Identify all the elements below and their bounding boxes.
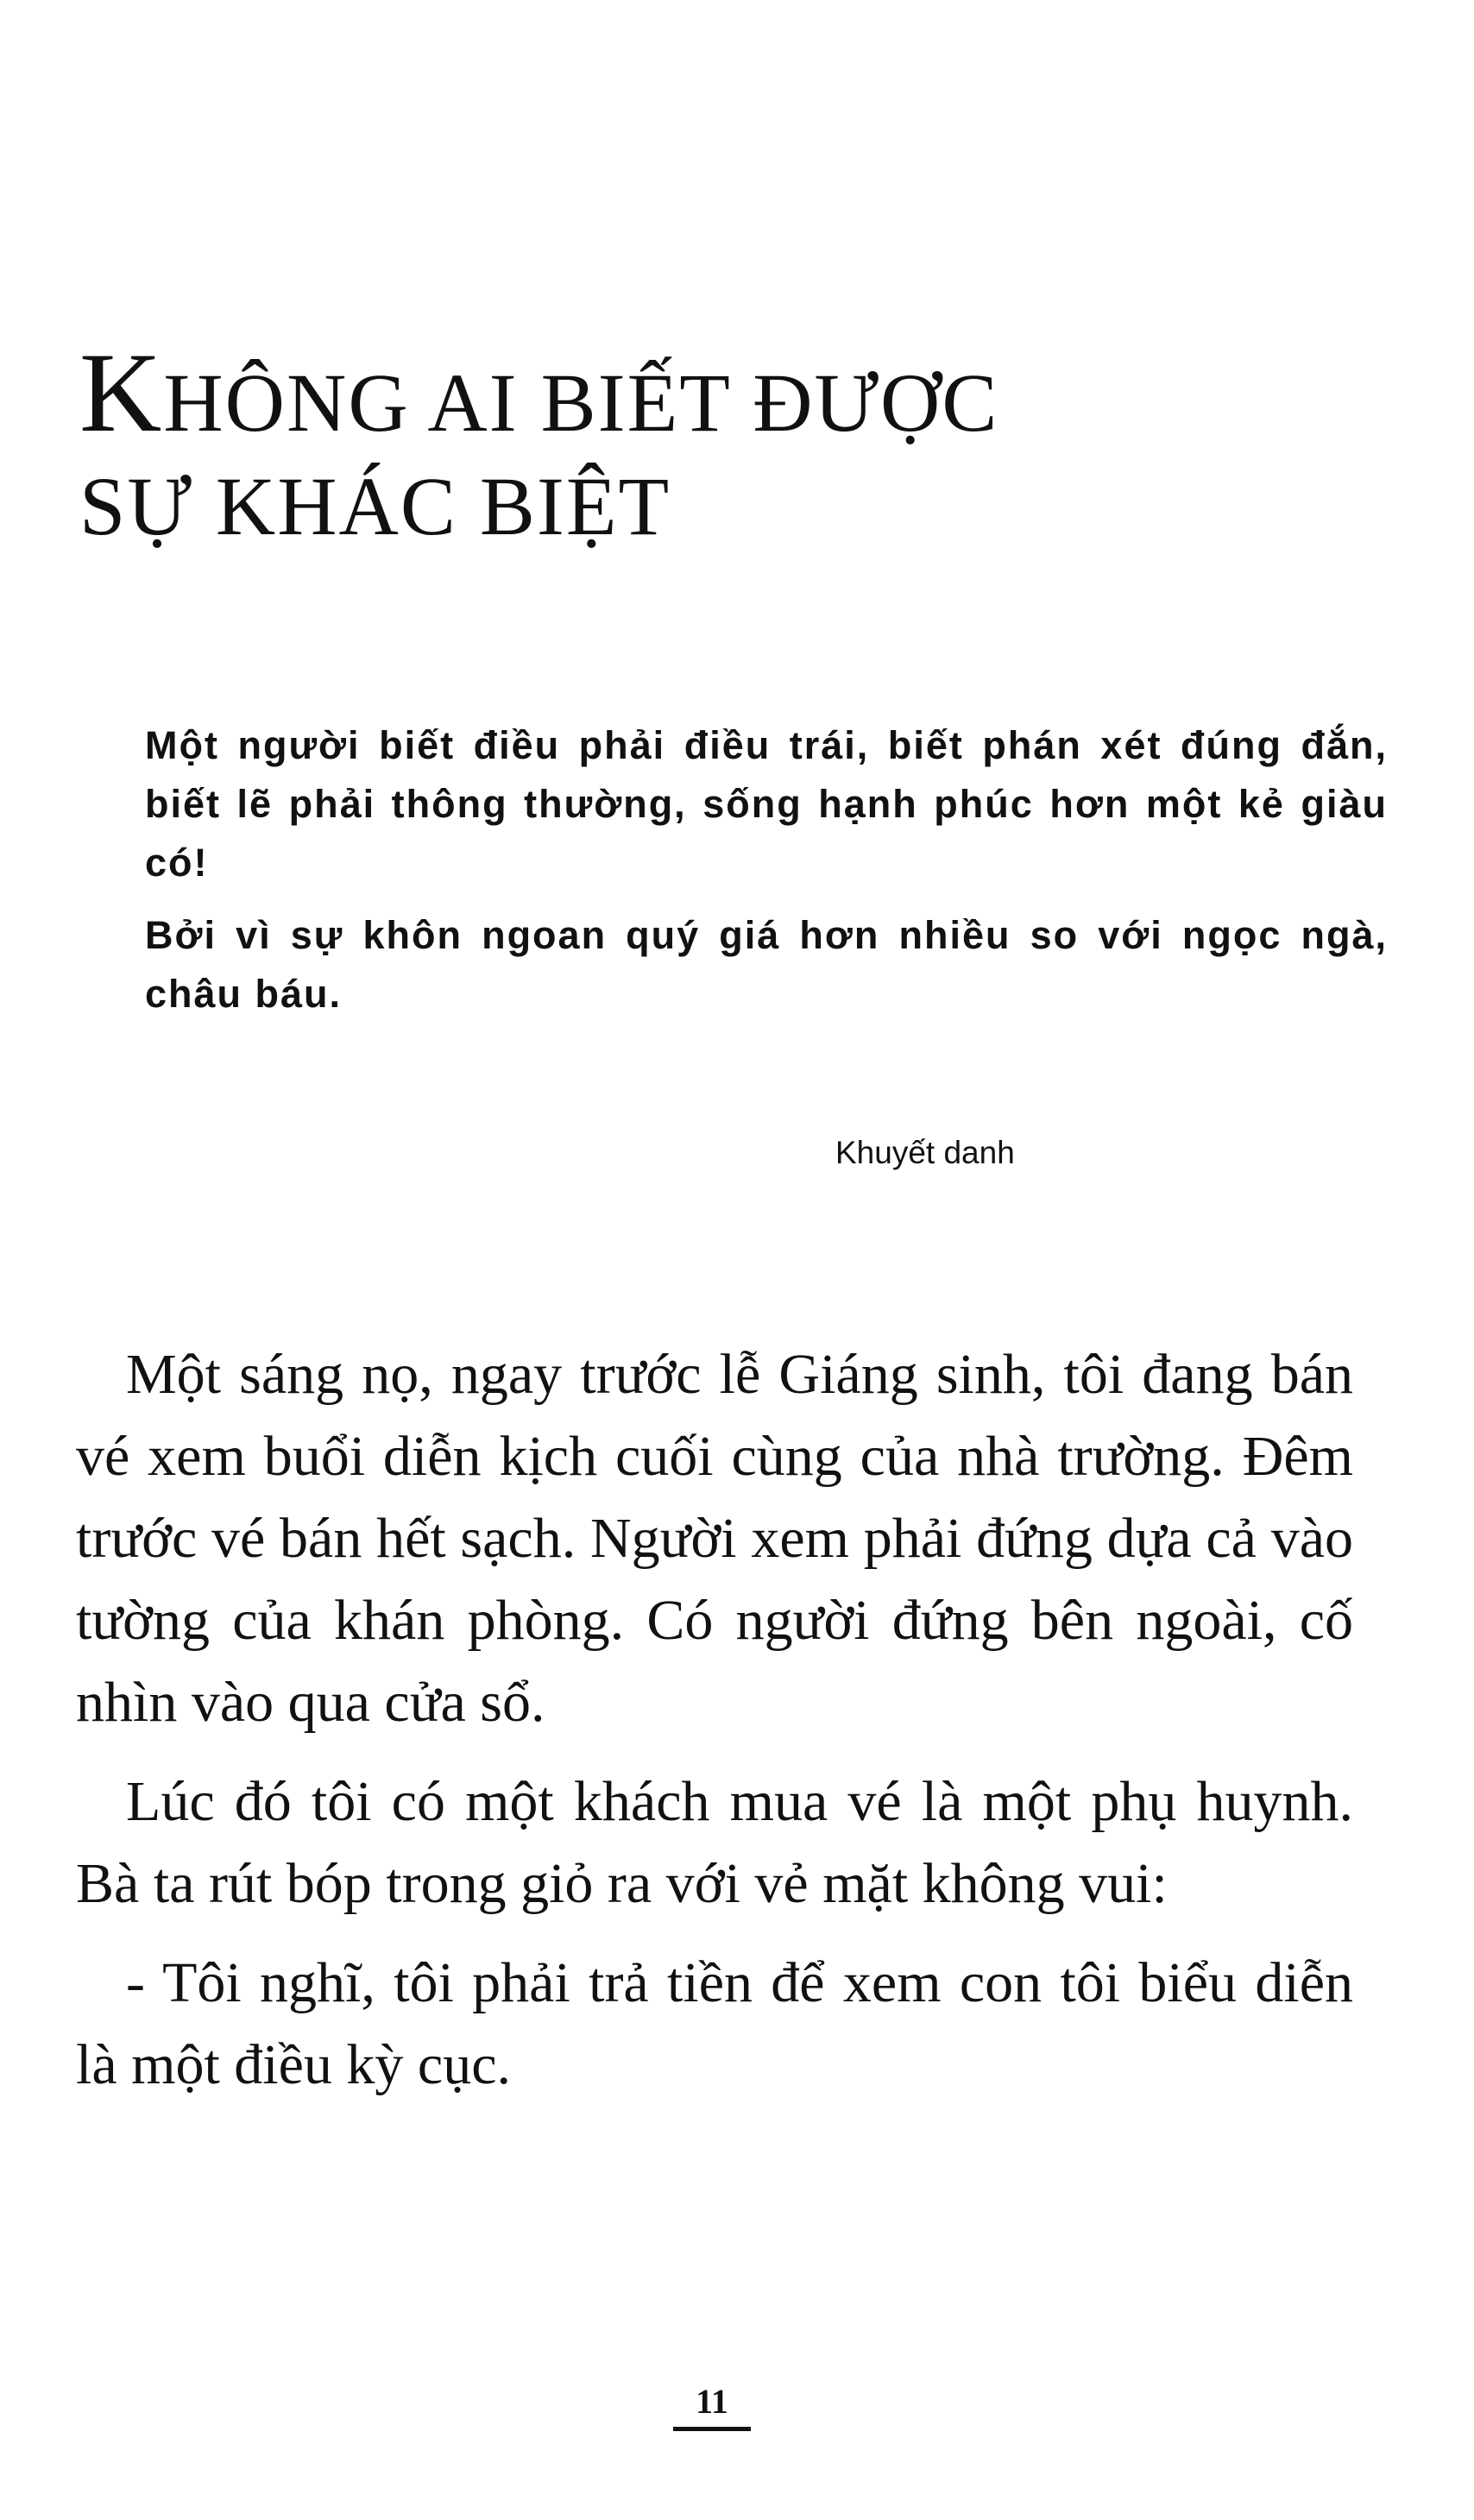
body-paragraph: Một sáng nọ, ngay trước lễ Giáng sinh, tôi đang bán vé xem buổi diễn kịch cuối cùng của nhà trường. Đêm trước vé bán hết sạch. Người xem phải đứng dựa cả vào tường của khán phòng. Có người đứng bên ngoài, cố nhìn vào qua cửa sổ.: [76, 1343, 1353, 1734]
chapter-title-line-1-rest: HÔNG AI BIẾT ĐƯỢC: [163, 356, 999, 449]
chapter-title-line-1: [79, 329, 1374, 456]
body-text: [76, 1333, 1353, 2123]
epigraph-paragraph: Bởi vì sự khôn ngoan quý giá hơn nhiều so với ngọc ngà, châu báu.: [145, 913, 1388, 1016]
epigraph-attribution: Khuyết danh: [835, 1135, 1015, 1170]
body-paragraph: Lúc đó tôi có một khách mua vé là một phụ huynh. Bà ta rút bóp trong giỏ ra với vẻ mặt không vui:: [76, 1770, 1353, 1915]
chapter-title-line-2: SỰ KHÁC BIỆT: [79, 460, 671, 552]
page-number: 11: [696, 2382, 728, 2421]
page-number-underline: [673, 2427, 751, 2431]
chapter-title-initial: K: [79, 329, 164, 456]
body-paragraph: - Tôi nghĩ, tôi phải trả tiền để xem con tôi biểu diễn là một điều kỳ cục.: [76, 1951, 1353, 2096]
epigraph: [145, 716, 1388, 1037]
chapter-title: [79, 329, 1374, 558]
epigraph-paragraph: Một người biết điều phải điều trái, biết phán xét đúng đắn, biết lẽ phải thông thường, sống hạnh phúc hơn một kẻ giàu có!: [145, 723, 1388, 885]
